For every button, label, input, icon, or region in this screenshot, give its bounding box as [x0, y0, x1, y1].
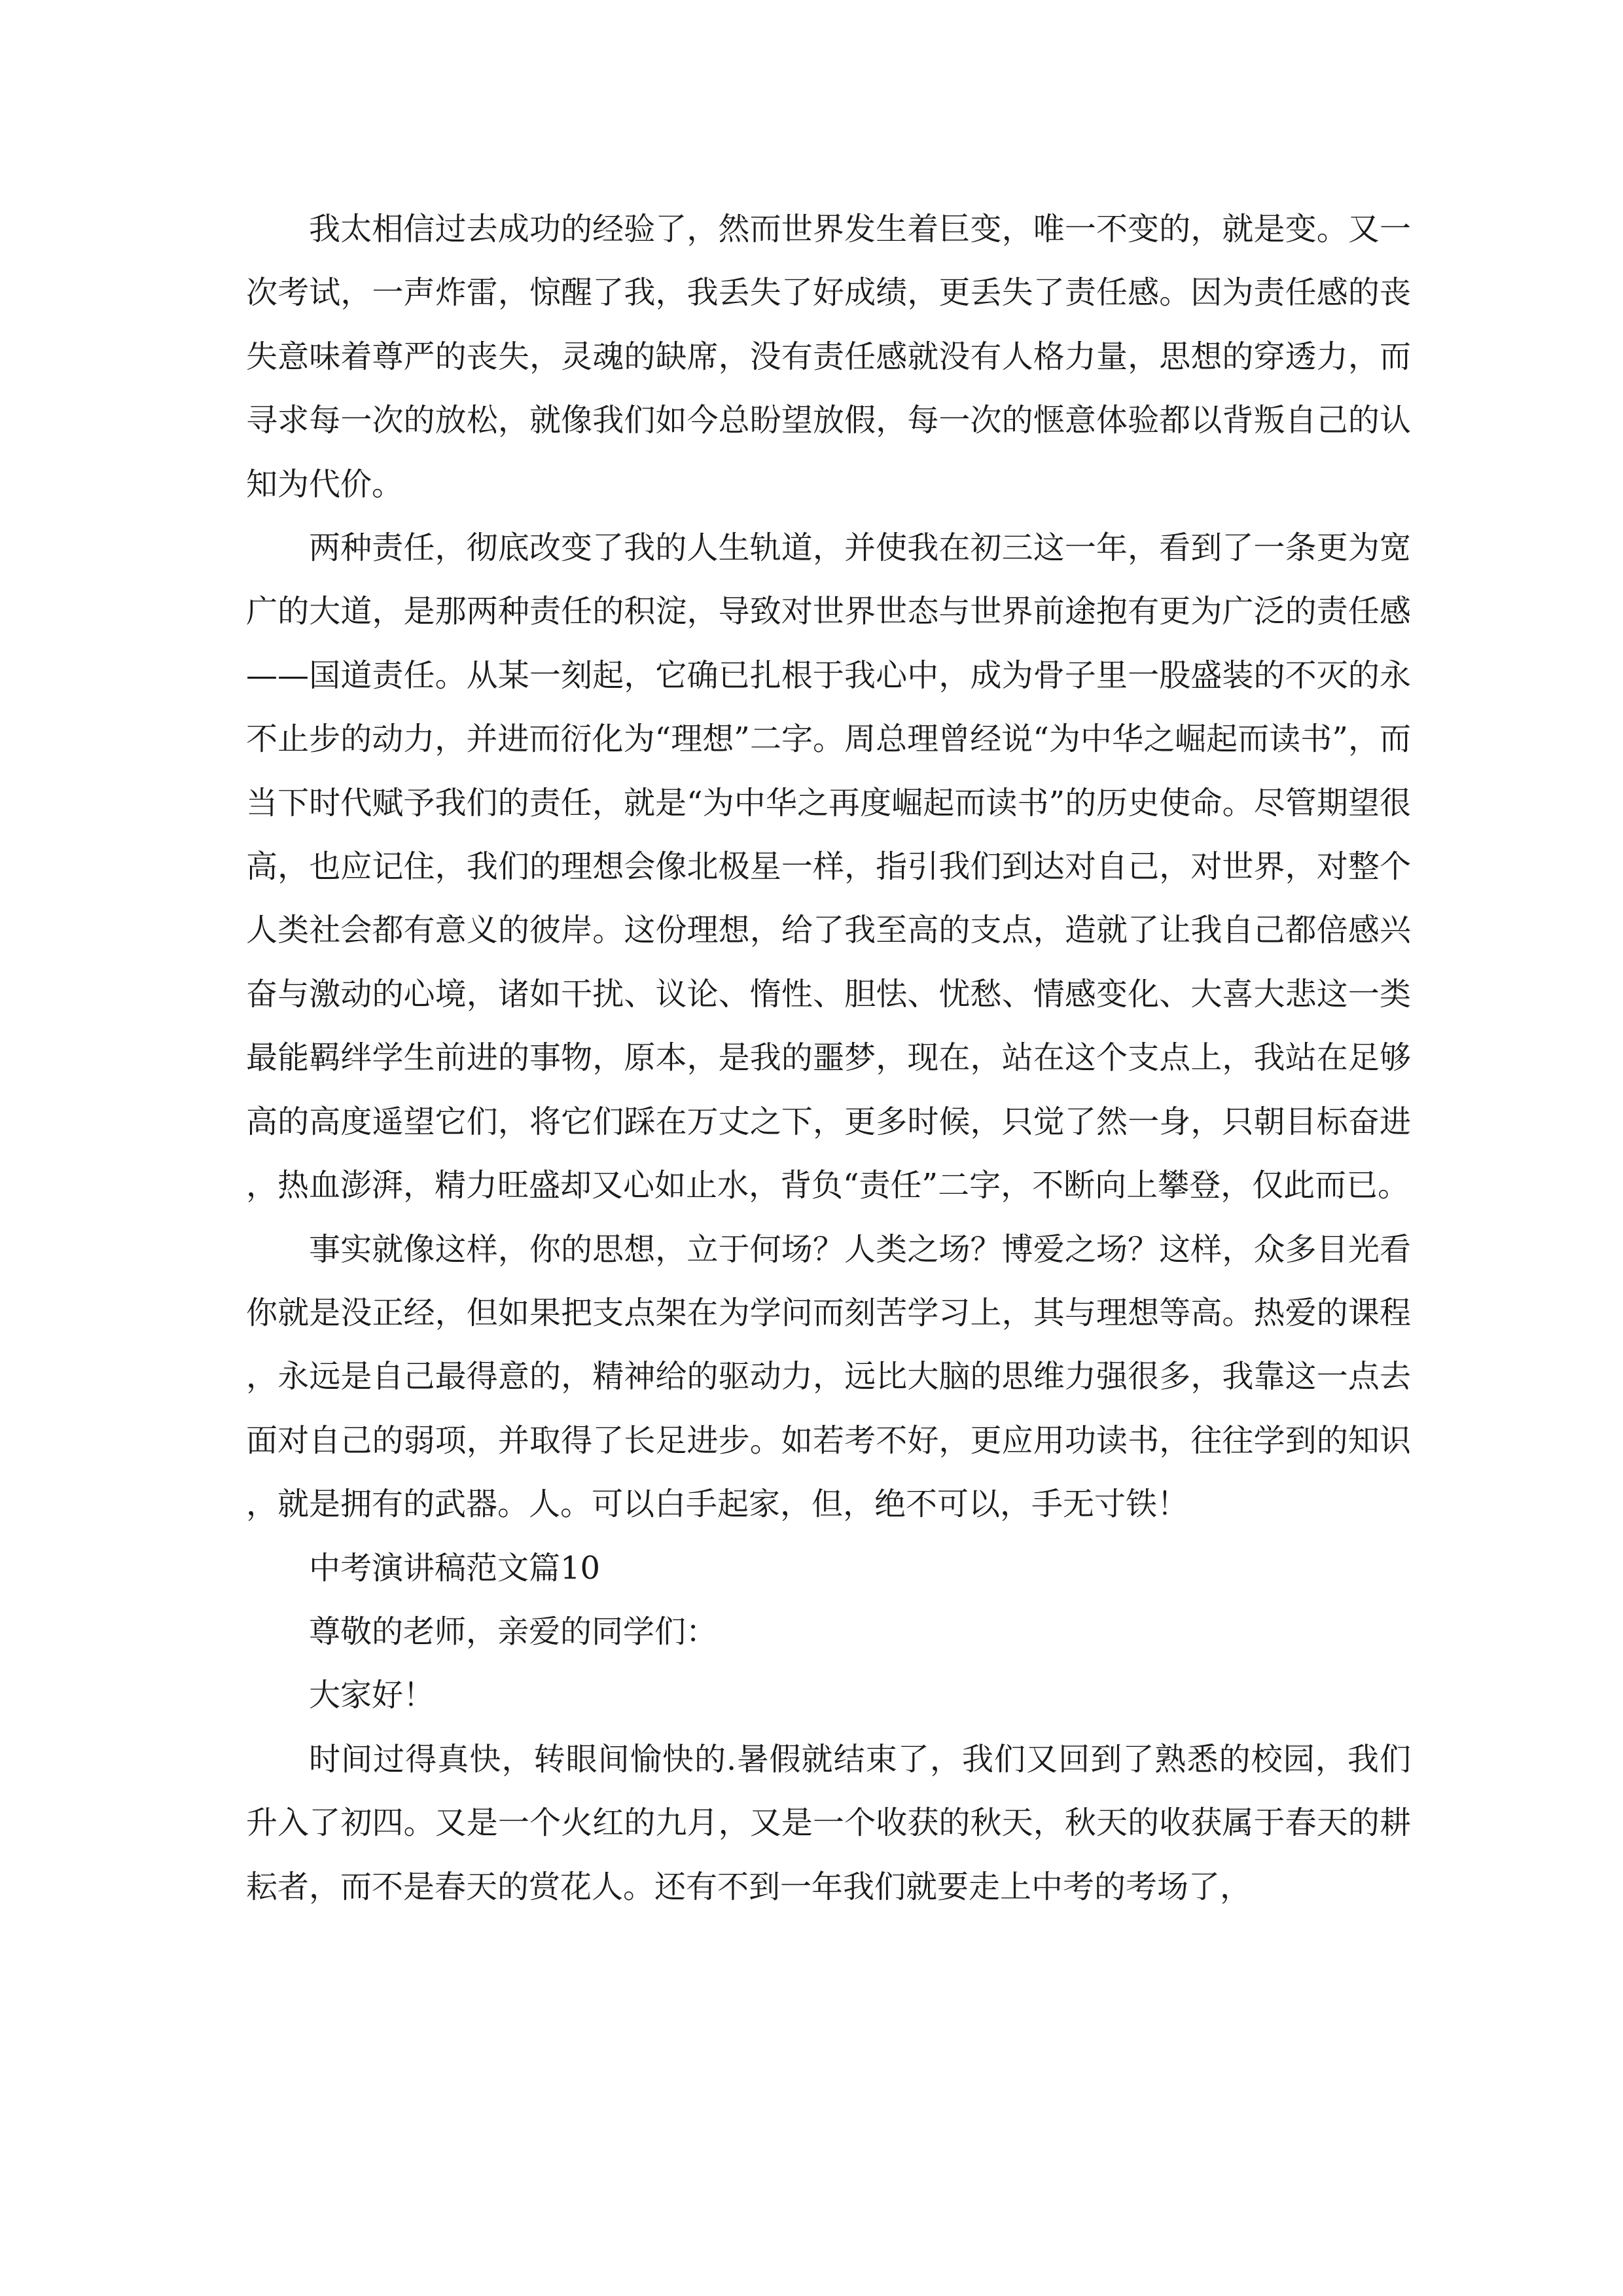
salutation: 尊敬的老师，亲爱的同学们： [309, 1613, 718, 1650]
document-body [246, 198, 1411, 1919]
paragraph-pivot-point: 事实就像这样，你的思想，立于何场？人类之场？博爱之场？这样，众多目光看你就是没正经，但如果把支点架在为学问而刻苦学习上，其与理想等高。热爱的课程，永远是自己最得意的，精神给的驱动力，远比大脑的思维力强很多，我靠这一点去面对自己的弱项，并取得了长足进步。如若考不好，更应用功读书，往往学到的知识，就是拥有的武器。人。可以白手起家，但，绝不可以，手无寸铁！ [246, 1230, 1411, 1523]
section-title: 中考演讲稿范文篇10 [309, 1549, 601, 1587]
paragraph-two-responsibilities: 两种责任，彻底改变了我的人生轨道，并使我在初三这一年，看到了一条更为宽广的大道，是那两种责任的积淀，导致对世界世态与世界前途抱有更为广泛的责任感——国道责任。从某一刻起，它确已扎根于我心中，成为骨子里一股盛装的不灭的永不止步的动力，并进而衍化为“理想”二字。周总理曾经说“为中华之崛起而读书”，而当下时代赋予我们的责任，就是“为中华之再度崛起而读书”的历史使命。尽管期望很高，也应记住，我们的理想会像北极星一样，指引我们到达对自己，对世界，对整个人类社会都有意义的彼岸。这份理想，给了我至高的支点，造就了让我自己都倍感兴奋与激动的心境，诸如干扰、议论、惰性、胆怯、忧愁、情感变化、大喜大悲这一类最能羁绊学生前进的事物，原本，是我的噩梦，现在，站在这个支点上，我站在足够高的高度遥望它们，将它们踩在万丈之下，更多时候，只觉了然一身，只朝目标奋进，热血澎湃，精力旺盛却又心如止水，背负“责任”二字，不断向上攀登，仅此而已。 [246, 529, 1411, 1204]
paragraph-time-flies: 时间过得真快，转眼间愉快的.暑假就结束了，我们又回到了熟悉的校园，我们升入了初四。又是一个火红的九月，又是一个收获的秋天，秋天的收获属于春天的耕耘者，而不是春天的赏花人。还有不到一年我们就要走上中考的考场了， [246, 1740, 1411, 1905]
greeting: 大家好！ [309, 1677, 435, 1714]
paragraph-past-experience: 我太相信过去成功的经验了，然而世界发生着巨变，唯一不变的，就是变。又一次考试，一声炸雷，惊醒了我，我丢失了好成绩，更丢失了责任感。因为责任感的丧失意味着尊严的丧失，灵魂的缺席，没有责任感就没有人格力量，思想的穿透力，而寻求每一次的放松，就像我们如今总盼望放假，每一次的惬意体验都以背叛自己的认知为代价。 [246, 211, 1411, 503]
